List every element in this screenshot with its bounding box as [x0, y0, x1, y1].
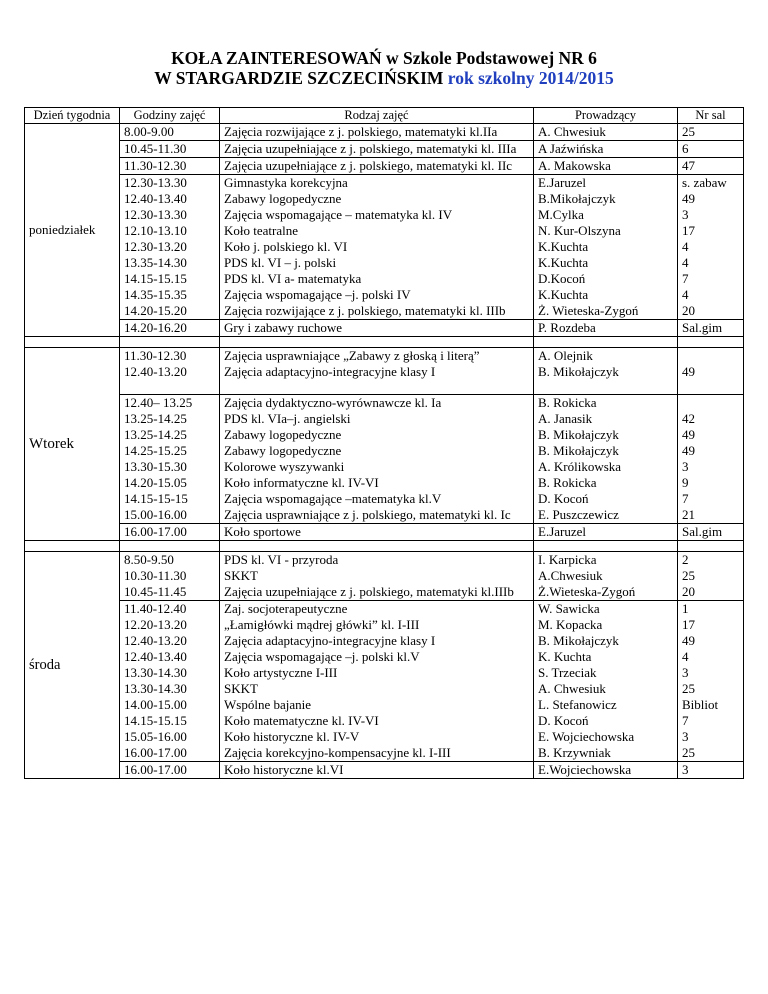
hours-cell: 12.30-13.30 12.40-13.40 12.30-13.30 12.10-13.10 12.30-13.20 13.35-14.30 14.15-15.15 14.35-15.35 14.20-15.20	[120, 175, 220, 320]
table-row	[25, 175, 744, 320]
activity-cell: Koło sportowe	[220, 524, 534, 541]
room-cell: 2 25 20	[678, 552, 744, 601]
hours-cell: 11.30-12.30	[120, 158, 220, 175]
table-row	[25, 762, 744, 779]
activity-cell: PDS kl. VI - przyroda SKKT Zajęcia uzupełniające z j. polskiego, matematyki kl.IIIb	[220, 552, 534, 601]
table-row	[25, 158, 744, 175]
hours-cell: 8.50-9.50 10.30-11.30 10.45-11.45	[120, 552, 220, 601]
document-title: KOŁA ZAINTERESOWAŃ w Szkole Podstawowej NR 6	[171, 48, 597, 68]
teacher-cell: A Jaźwińska	[534, 141, 678, 158]
spacer-cell	[120, 541, 220, 552]
room-cell: Sal.gim	[678, 320, 744, 337]
teacher-cell: A. Olejnik B. Mikołajczyk	[534, 348, 678, 395]
activity-cell: Gimnastyka korekcyjna Zabawy logopedyczne Zajęcia wspomagające – matematyka kl. IV Koło teatralne Koło j. polskiego kl. VI PDS kl. VI – j. polski PDS kl. VI a- matematyka Zajęcia wspomagające –j. polski IV Zajęcia rozwijające z j. polskiego, matematyki kl. IIIb	[220, 175, 534, 320]
teacher-cell: P. Rozdeba	[534, 320, 678, 337]
city-title: W STARGARDZIE SZCZECIŃSKIM	[154, 68, 444, 88]
day-wednesday: środa	[25, 552, 120, 779]
spacer-cell	[120, 337, 220, 348]
table-row	[25, 320, 744, 337]
spacer-row	[25, 337, 744, 348]
room-cell: 49	[678, 348, 744, 395]
activity-cell: Koło historyczne kl.VI	[220, 762, 534, 779]
spacer-row	[25, 541, 744, 552]
teacher-cell: E.Jaruzel B.Mikołajczyk M.Cylka N. Kur-Olszyna K.Kuchta K.Kuchta D.Kocoń K.Kuchta Ż. Wieteska-Zygoń	[534, 175, 678, 320]
table-row	[25, 348, 744, 395]
header-teacher: Prowadzący	[534, 108, 678, 124]
activity-cell: Zajęcia dydaktyczno-wyrównawcze kl. Ia PDS kl. VIa–j. angielski Zabawy logopedyczne Zabawy logopedyczne Kolorowe wyszywanki Koło informatyczne kl. IV-VI Zajęcia wspomagające –matematyka kl.V Zajęcia usprawniające z j. polskiego, matematyki kl. Ic	[220, 395, 534, 524]
document-subtitle	[0, 68, 768, 88]
table-row	[25, 124, 744, 141]
header-day: Dzień tygodnia	[25, 108, 120, 124]
school-year: rok szkolny 2014/2015	[447, 68, 614, 88]
activity-cell: Zajęcia uzupełniające z j. polskiego, matematyki kl. IIIa	[220, 141, 534, 158]
teacher-cell: B. Rokicka A. Janasik B. Mikołajczyk B. Mikołajczyk A. Królikowska B. Rokicka D. Kocoń E. Puszczewicz	[534, 395, 678, 524]
teacher-cell: W. Sawicka M. Kopacka B. Mikołajczyk K. Kuchta S. Trzeciak A. Chwesiuk L. Stefanowicz D. Kocoń E. Wojciechowska B. Krzywniak	[534, 601, 678, 762]
hours-cell: 11.40-12.40 12.20-13.20 12.40-13.20 12.40-13.40 13.30-14.30 13.30-14.30 14.00-15.00 14.15-15.15 15.05-16.00 16.00-17.00	[120, 601, 220, 762]
spacer-cell	[678, 337, 744, 348]
hours-cell: 16.00-17.00	[120, 762, 220, 779]
activity-cell: Zaj. socjoterapeutyczne „Łamigłówki mądrej główki” kl. I-III Zajęcia adaptacyjno-integracyjne klasy I Zajęcia wspomagające –j. polski kl.V Koło artystyczne I-III SKKT Wspólne bajanie Koło matematyczne kl. IV-VI Koło historyczne kl. IV-V Zajęcia korekcyjno-kompensacyjne kl. I-III	[220, 601, 534, 762]
spacer-cell	[25, 541, 120, 552]
teacher-cell: E.Wojciechowska	[534, 762, 678, 779]
spacer-cell	[534, 337, 678, 348]
teacher-cell: A. Chwesiuk	[534, 124, 678, 141]
table-row	[25, 141, 744, 158]
header-activity: Rodzaj zajęć	[220, 108, 534, 124]
teacher-cell: A. Makowska	[534, 158, 678, 175]
hours-cell: 8.00-9.00	[120, 124, 220, 141]
activity-cell: Zajęcia rozwijające z j. polskiego, matematyki kl.IIa	[220, 124, 534, 141]
activity-cell: Zajęcia usprawniające „Zabawy z głoską i literą” Zajęcia adaptacyjno-integracyjne klasy I	[220, 348, 534, 395]
header-hours: Godziny zajęć	[120, 108, 220, 124]
room-cell: s. zabaw 49 3 17 4 4 7 4 20	[678, 175, 744, 320]
hours-cell: 12.40– 13.25 13.25-14.25 13.25-14.25 14.25-15.25 13.30-15.30 14.20-15.05 14.15-15-15 15.00-16.00	[120, 395, 220, 524]
table-row	[25, 524, 744, 541]
table-row	[25, 395, 744, 524]
hours-cell: 16.00-17.00	[120, 524, 220, 541]
hours-cell: 10.45-11.30	[120, 141, 220, 158]
room-cell: 25	[678, 124, 744, 141]
teacher-cell: I. Karpicka A.Chwesiuk Ż.Wieteska-Zygoń	[534, 552, 678, 601]
table-row	[25, 601, 744, 762]
table-row	[25, 552, 744, 601]
hours-cell: 14.20-16.20	[120, 320, 220, 337]
room-cell: 3	[678, 762, 744, 779]
header-room: Nr sal	[678, 108, 744, 124]
room-cell: 1 17 49 4 3 25 Bibliot 7 3 25	[678, 601, 744, 762]
day-tuesday: Wtorek	[25, 348, 120, 541]
schedule-table	[24, 107, 744, 779]
spacer-cell	[220, 337, 534, 348]
spacer-cell	[220, 541, 534, 552]
activity-cell: Zajęcia uzupełniające z j. polskiego, matematyki kl. IIc	[220, 158, 534, 175]
room-cell: 42 49 49 3 9 7 21	[678, 395, 744, 524]
activity-cell: Gry i zabawy ruchowe	[220, 320, 534, 337]
teacher-cell: E.Jaruzel	[534, 524, 678, 541]
room-cell: 47	[678, 158, 744, 175]
room-cell: 6	[678, 141, 744, 158]
table-header-row	[25, 108, 744, 124]
hours-cell: 11.30-12.30 12.40-13.20	[120, 348, 220, 395]
day-monday: poniedziałek	[25, 124, 120, 337]
room-cell: Sal.gim	[678, 524, 744, 541]
spacer-cell	[678, 541, 744, 552]
spacer-cell	[25, 337, 120, 348]
spacer-cell	[534, 541, 678, 552]
